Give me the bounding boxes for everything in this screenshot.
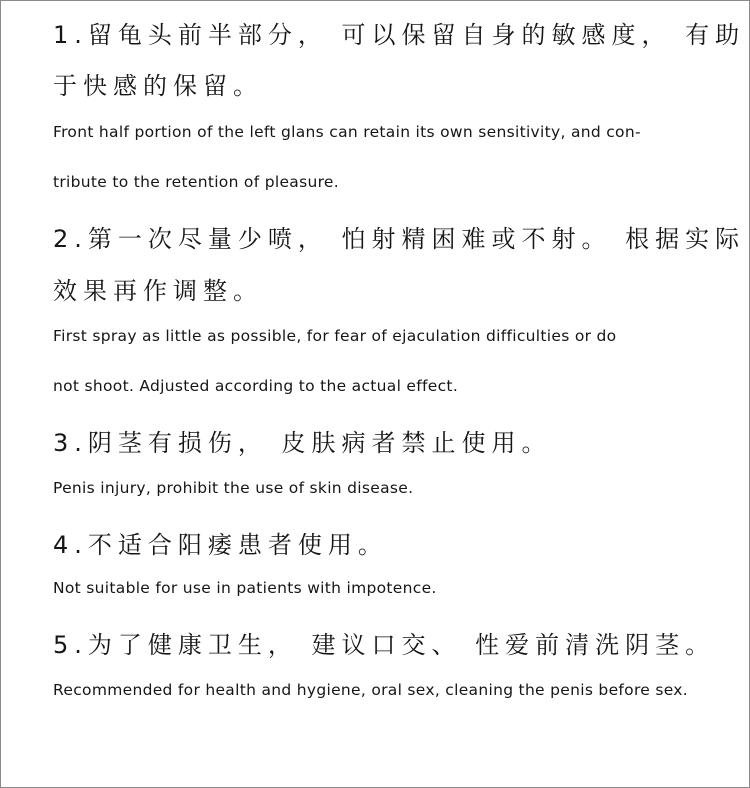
item-2-english-line-2: not shoot. Adjusted according to the actual effect. <box>53 377 459 395</box>
item-3-english-line-1: Penis injury, prohibit the use of skin disease. <box>53 479 414 497</box>
item-2-chinese-line-2: 效果再作调整。 <box>53 277 263 305</box>
item-1-chinese-line-1: 1.留龟头前半部分， 可以保留自身的敏感度， 有助 <box>53 21 746 49</box>
item-5-chinese-line-1: 5.为了健康卫生， 建议口交、 性爱前清洗阴茎。 <box>53 631 716 659</box>
item-3-chinese-line-1: 3.阴茎有损伤， 皮肤病者禁止使用。 <box>53 429 552 457</box>
item-2-english-line-1: First spray as little as possible, for fear of ejaculation difficulties or do <box>53 327 617 345</box>
item-4-english-line-1: Not suitable for use in patients with impotence. <box>53 579 437 597</box>
item-5-english-line-1: Recommended for health and hygiene, oral sex, cleaning the penis before sex. <box>53 681 688 699</box>
item-1-english-line-1: Front half portion of the left glans can retain its own sensitivity, and con- <box>53 123 641 141</box>
item-4-chinese-line-1: 4.不适合阳痿患者使用。 <box>53 531 388 559</box>
item-1-english-line-2: tribute to the retention of pleasure. <box>53 173 339 191</box>
item-1-chinese-line-2: 于快感的保留。 <box>53 72 263 100</box>
item-2-chinese-line-1: 2.第一次尽量少喷， 怕射精困难或不射。 根据实际 <box>53 225 746 253</box>
